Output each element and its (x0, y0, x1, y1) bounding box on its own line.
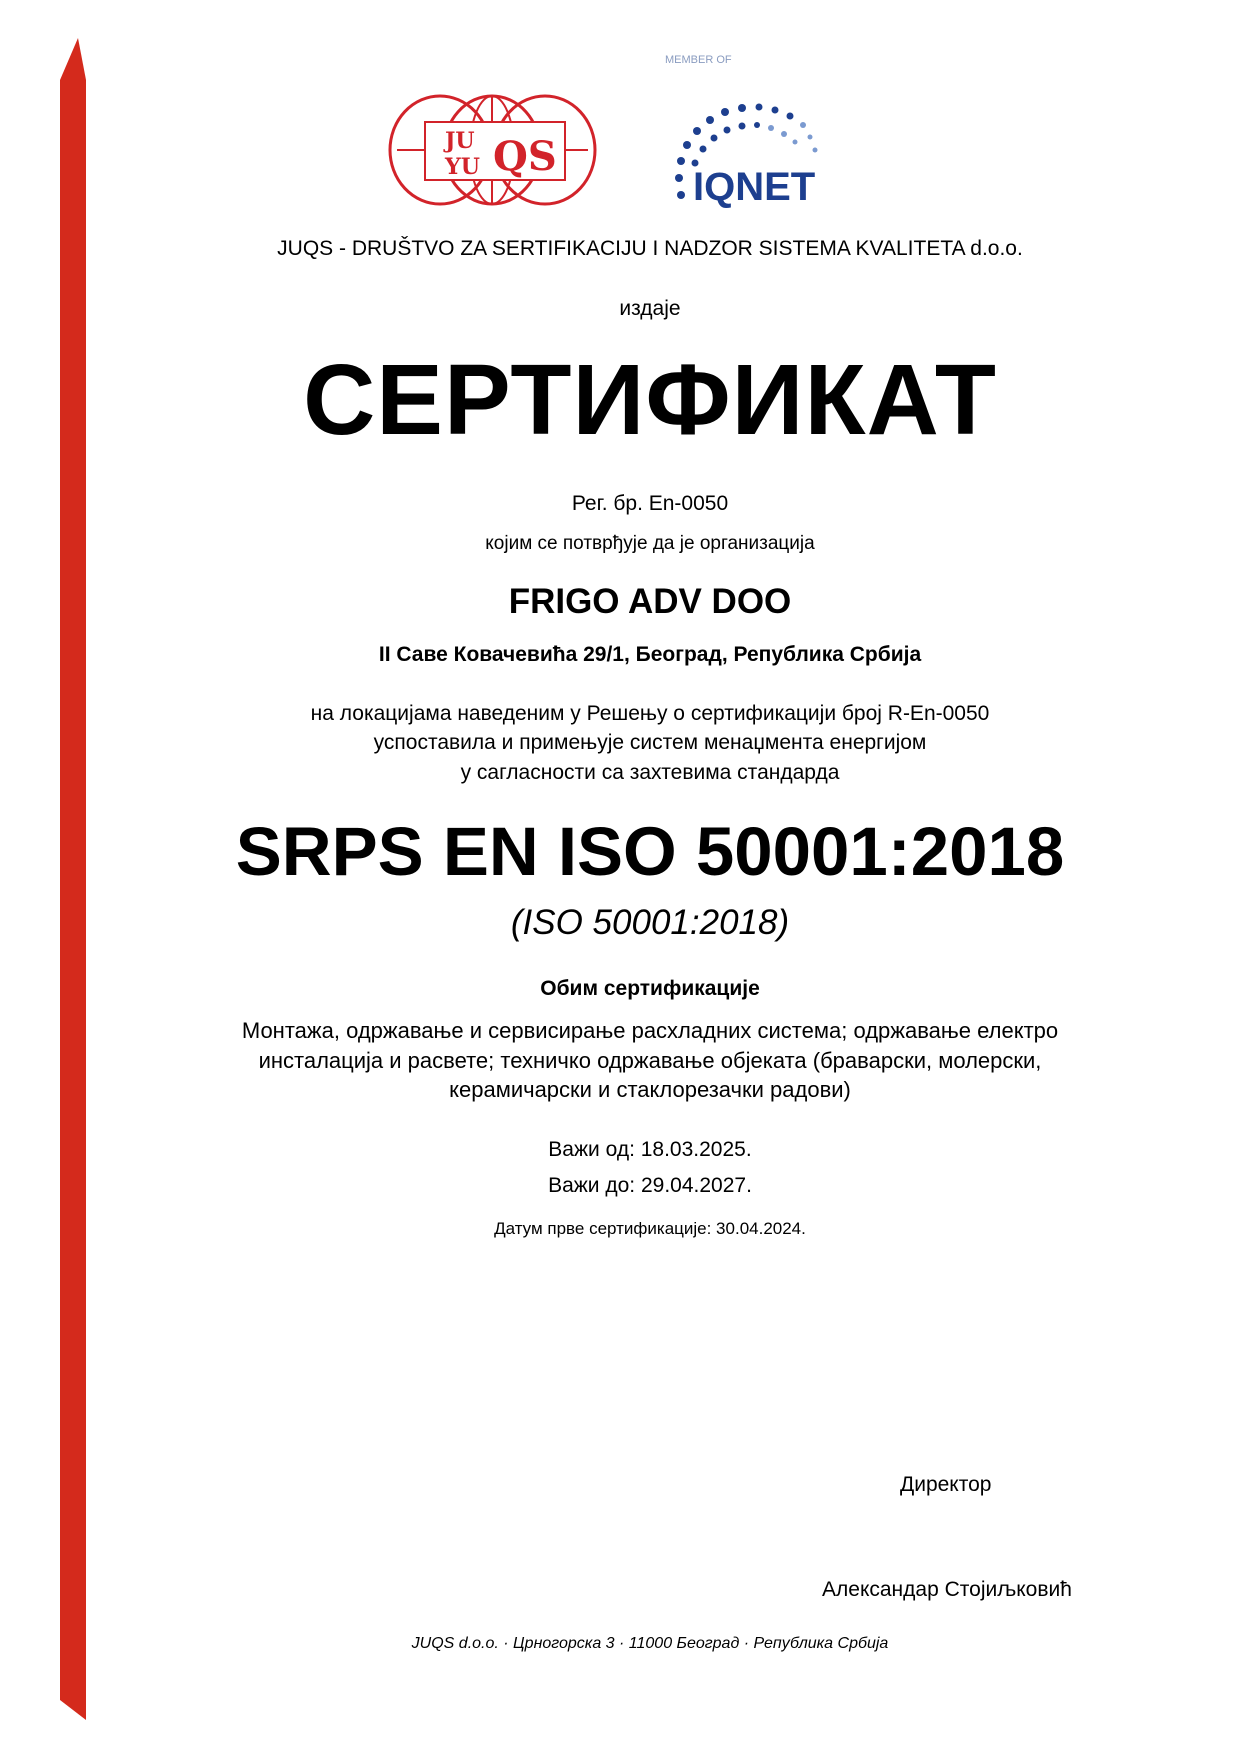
scope-line-3: керамичарски и стаклорезачки радови) (449, 1077, 851, 1102)
red-side-bar (0, 0, 120, 1755)
scope-line-2: инсталација и расвете; техничко одржавање објеката (браварски, молерски, (258, 1048, 1042, 1073)
iqnet-wordmark: IQNET (693, 165, 816, 209)
scope-line-1: Монтажа, одржавање и сервисирање расхладних система; одржавање електро (241, 1018, 1059, 1043)
standard-code: SRPS EN ISO 50001:2018 (235, 813, 1065, 890)
valid-to: Важи до: 29.04.2027. (548, 1174, 752, 1197)
statement-line-1: на локацијама наведеним у Решењу о сертификацији број R-En-0050 (310, 702, 990, 725)
iqnet-member-label: MEMBER OF (665, 54, 732, 66)
organization-address: II Саве Ковачевића 29/1, Београд, Република Србија (378, 643, 922, 666)
valid-from: Важи од: 18.03.2025. (548, 1138, 752, 1161)
issues-label: издаје (619, 297, 681, 320)
svg-text:QS: QS (493, 133, 557, 180)
registration-number: Рег. бр. En-0050 (571, 492, 729, 515)
iqnet-logo (665, 50, 845, 220)
svg-text:YU: YU (445, 154, 480, 180)
director-role: Директор (900, 1473, 992, 1496)
confirms-text: којим се потврђује да је организација (485, 533, 815, 554)
certificate-title: СЕРТИФИКАТ (303, 344, 997, 456)
organization-name: FRIGO ADV DOO (508, 582, 792, 621)
footer-address: JUQS d.o.o. · Црногорска 3 · 11000 Београд · Република Србија (411, 1635, 889, 1652)
issuer-name: JUQS - DRUŠTVO ZA SERTIFIKACIJU I NADZOR SISTEMA KVALITETA d.o.o. (277, 237, 1023, 260)
statement-line-2: успоставила и примењује систем менаџмента енергијом (373, 731, 927, 754)
svg-text:JU: JU (445, 128, 475, 154)
statement-line-3: у сагласности са захтевима стандарда (460, 761, 840, 784)
scope-title: Обим сертификације (540, 977, 760, 1000)
first-certification-date: Датум прве сертификације: 30.04.2024. (494, 1219, 806, 1238)
juqs-logo (385, 88, 600, 213)
standard-international: (ISO 50001:2018) (510, 903, 790, 942)
director-name: Александар Стојиљковић (822, 1578, 1072, 1601)
